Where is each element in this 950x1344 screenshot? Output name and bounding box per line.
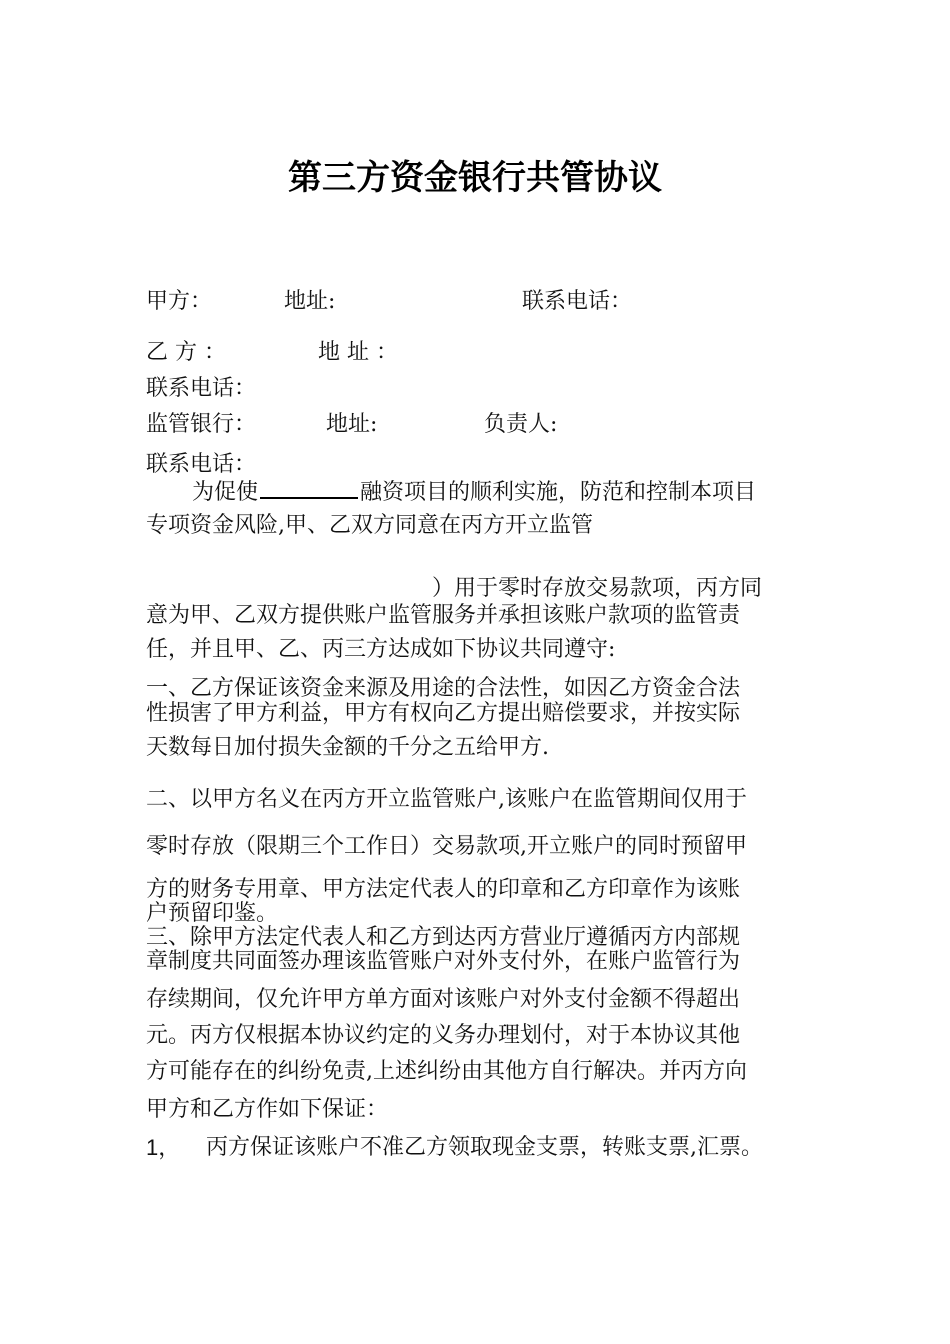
clause-1-line-3: 天数每日加付损失金额的千分之五给甲方.	[146, 735, 549, 760]
intro-line-5: 任，并且甲、乙、丙三方达成如下协议共同遵守:	[146, 637, 616, 662]
party-a-phone-label: 联系电话：	[522, 289, 633, 314]
party-a-address-label: 地址:	[284, 289, 336, 314]
intro-line-2: 专项资金风险,甲、乙双方同意在丙方开立监管	[146, 513, 593, 538]
item-1-text: 丙方保证该账户不准乙方领取现金支票，转账支票,汇票。	[206, 1135, 763, 1160]
party-a-label: 甲方：	[146, 289, 213, 314]
item-1-number: 1，	[146, 1135, 181, 1160]
clause-3-line-1: 三、除甲方法定代表人和乙方到达丙方营业厅遵循丙方内部规	[146, 925, 741, 950]
bank-address-label: 地址:	[326, 412, 378, 437]
intro-line-3: ）用于零时存放交易款项，丙方同	[432, 576, 763, 601]
bank-phone-label: 联系电话：	[146, 452, 257, 477]
clause-1-line-2: 性损害了甲方利益，甲方有权向乙方提出赔偿要求，并按实际	[146, 701, 741, 726]
clause-3-line-4: 元。丙方仅根据本协议约定的义务办理划付，对于本协议其他	[146, 1023, 741, 1048]
intro-text: 融资项目的顺利实施，防范和控制本项目	[360, 480, 757, 505]
intro-line-1	[192, 477, 756, 506]
clause-2-line-2: 零时存放（限期三个工作日）交易款项,开立账户的同时预留甲	[146, 834, 747, 859]
intro-line-4: 意为甲、乙双方提供账户监管服务并承担该账户款项的监管责	[146, 603, 741, 628]
clause-3-line-3: 存续期间，仅允许甲方单方面对该账户对外支付金额不得超出	[146, 987, 741, 1012]
clause-3-line-2: 章制度共同面签办理该监管账户对外支付外，在账户监管行为	[146, 949, 741, 974]
party-b-label: 乙 方 ：	[146, 340, 226, 365]
clause-2-line-1: 二、以甲方名义在丙方开立监管账户,该账户在监管期间仅用于	[146, 787, 747, 812]
page-title: 第三方资金银行共管协议	[288, 158, 662, 198]
clause-1-line-1: 一、乙方保证该资金来源及用途的合法性，如因乙方资金合法	[146, 676, 741, 701]
party-b-address-label: 地 址 ：	[318, 340, 398, 365]
party-b-phone-label: 联系电话：	[146, 376, 257, 401]
project-name-blank	[260, 477, 358, 499]
bank-manager-label: 负责人:	[484, 412, 558, 437]
clause-3-line-5: 方可能存在的纠纷免责,上述纠纷由其他方自行解决。并丙方向	[146, 1059, 747, 1084]
bank-label: 监管银行：	[146, 412, 257, 437]
clause-3-line-6: 甲方和乙方作如下保证：	[146, 1097, 389, 1122]
clause-2-line-4: 户预留印鉴。	[146, 901, 279, 926]
clause-2-line-3: 方的财务专用章、甲方法定代表人的印章和乙方印章作为该账	[146, 877, 741, 902]
intro-text: 为促使	[192, 480, 259, 505]
